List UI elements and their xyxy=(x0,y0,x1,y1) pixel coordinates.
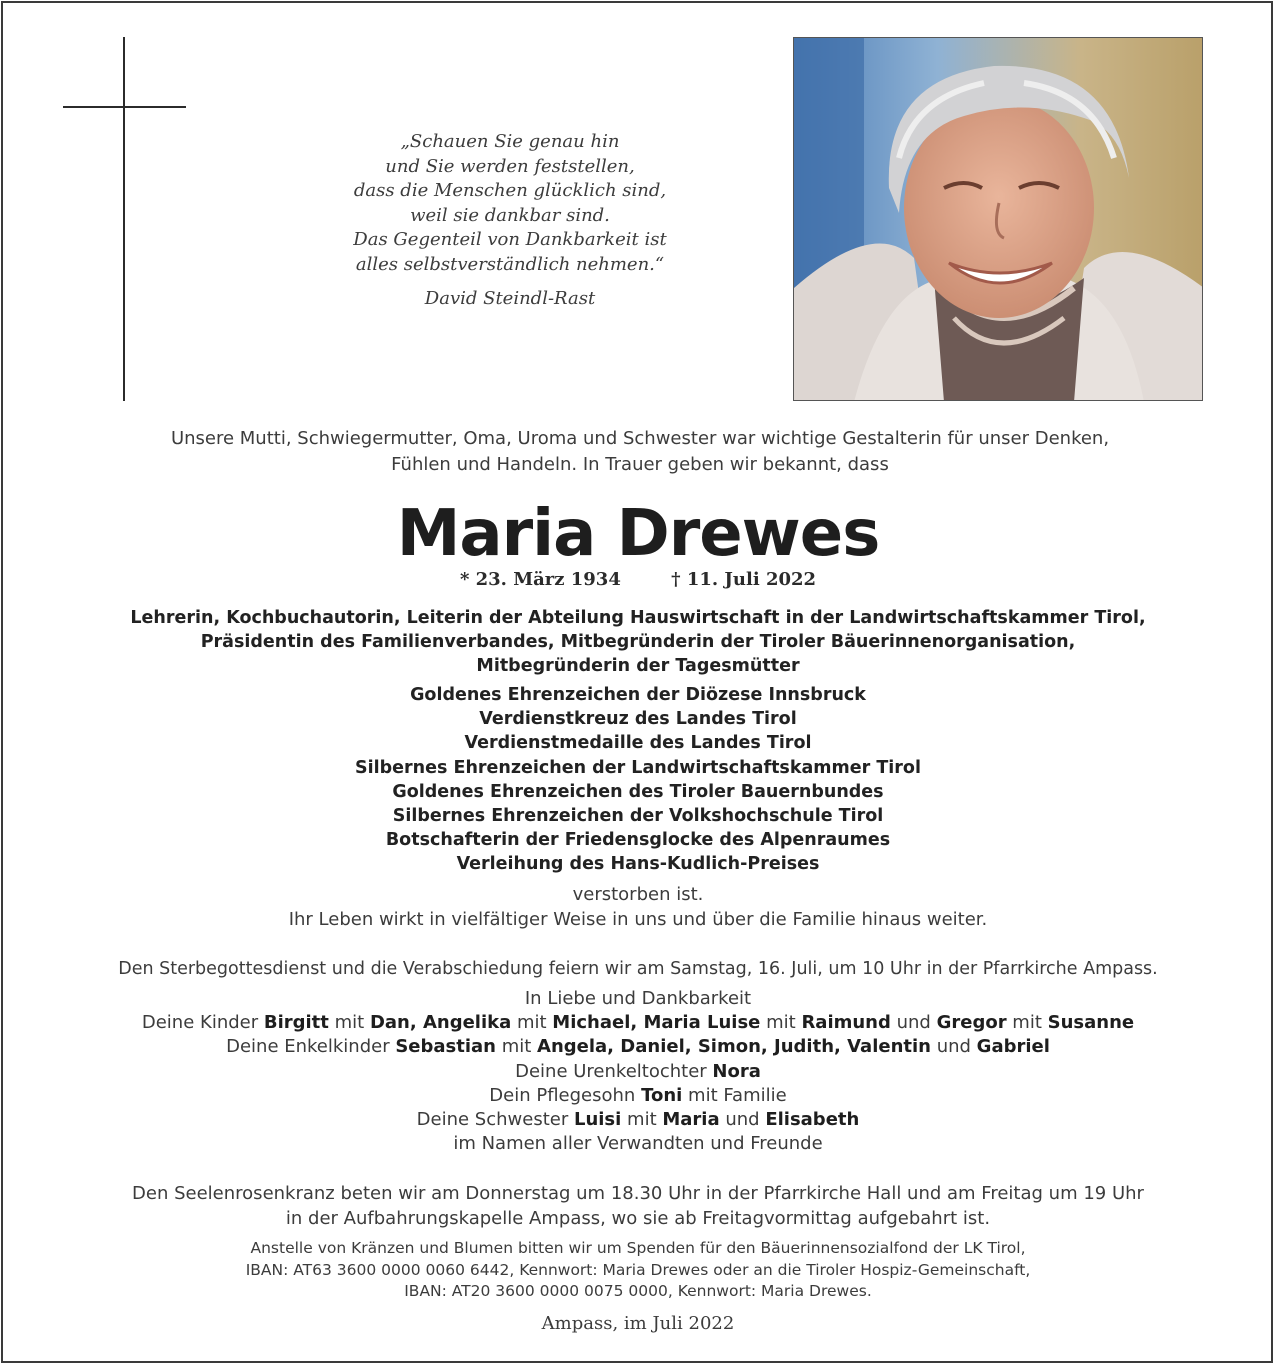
quote-author: David Steindl-Rast xyxy=(424,288,596,309)
donation-text xyxy=(40,1238,1236,1303)
family-children: Deine Kinder Birgitt mit Dan, Angelika mit Michael, Maria Luise mit Raimund und Gregor mit Susanne xyxy=(141,1012,1135,1034)
family-grandchildren: Deine Enkelkinder Sebastian mit Angela, Daniel, Simon, Judith, Valentin und Gabriel xyxy=(226,1036,1050,1058)
intro-line: Fühlen und Handeln. In Trauer geben wir bekannt, dass xyxy=(391,454,889,475)
rosary-line: in der Aufbahrungskapelle Ampass, wo sie ab Freitagvormittag aufgebahrt ist. xyxy=(285,1207,991,1229)
donation-line: IBAN: AT20 3600 0000 0075 0000, Kennwort: Maria Drewes. xyxy=(404,1282,872,1300)
award-item: Silbernes Ehrenzeichen der Volkshochschule Tirol xyxy=(392,806,884,827)
award-item: Verleihung des Hans-Kudlich-Preises xyxy=(456,854,820,875)
role-line: Präsidentin des Familienverbandes, Mitbegründerin der Tiroler Bäuerinnenorganisation, xyxy=(200,632,1076,652)
quote-line: Das Gegenteil von Dankbarkeit ist xyxy=(353,229,667,250)
quote-line: „Schauen Sie genau hin xyxy=(400,131,620,152)
role-line: Lehrerin, Kochbuchautorin, Leiterin der Abteilung Hauswirtschaft in der Landwirtschaftskammer Tirol, xyxy=(130,608,1146,628)
rosary-line: Den Seelenrosenkranz beten wir am Donnerstag um 18.30 Uhr in der Pfarrkirche Hall und am Freitag um 19 Uhr xyxy=(132,1183,1144,1204)
family-list xyxy=(40,987,1236,1156)
passed-line: Ihr Leben wirkt in vielfältiger Weise in uns und über die Familie hinaus weiter. xyxy=(288,908,988,930)
quote xyxy=(300,130,720,312)
family-sister: Deine Schwester Luisi mit Maria und Elisabeth xyxy=(416,1109,860,1131)
intro-line: Unsere Mutti, Schwiegermutter, Oma, Uroma und Schwester war wichtige Gestalterin für unser Denken, xyxy=(170,428,1110,449)
donation-line: Anstelle von Kränzen und Blumen bitten wir um Spenden für den Bäuerinnensozialfond der LK Tirol, xyxy=(250,1239,1026,1257)
quote-line: dass die Menschen glücklich sind, xyxy=(353,180,667,201)
quote-line: weil sie dankbar sind. xyxy=(410,204,610,226)
award-item: Verdienstmedaille des Landes Tirol xyxy=(464,733,812,754)
place-date: Ampass, im Juli 2022 xyxy=(541,1313,735,1334)
award-item: Goldenes Ehrenzeichen der Diözese Innsbruck xyxy=(410,685,866,705)
donation-line: IBAN: AT63 3600 0000 0060 6442, Kennwort: Maria Drewes oder an die Tiroler Hospiz-Gemeinschaft, xyxy=(245,1260,1031,1279)
portrait-photo xyxy=(793,37,1203,401)
role-line: Mitbegründerin der Tagesmütter xyxy=(476,656,800,676)
passed-text xyxy=(40,883,1236,932)
birth-date: * 23. März 1934 xyxy=(459,569,621,590)
life-dates xyxy=(0,569,1276,590)
family-great-granddaughter: Deine Urenkeltochter Nora xyxy=(515,1060,761,1082)
funeral-service-text: Den Sterbegottesdienst und die Verabschiedung feiern wir am Samstag, 16. Juli, um 10 Uhr in der Pfarrkirche Ampass. xyxy=(118,959,1158,979)
award-item: Botschafterin der Friedensglocke des Alpenraumes xyxy=(385,830,891,851)
rosary-text xyxy=(40,1182,1236,1231)
family-foster-son: Dein Pflegesohn Toni mit Familie xyxy=(489,1084,787,1106)
quote-line: und Sie werden feststellen, xyxy=(385,155,635,177)
award-item: Goldenes Ehrenzeichen des Tiroler Bauernbundes xyxy=(392,781,884,802)
quote-line: alles selbstverständlich nehmen.“ xyxy=(355,253,665,275)
award-item: Verdienstkreuz des Landes Tirol xyxy=(479,709,797,730)
death-date: † 11. Juli 2022 xyxy=(671,569,817,590)
awards-list xyxy=(40,683,1236,877)
intro-text xyxy=(60,426,1220,478)
roles-list xyxy=(40,606,1236,678)
family-closing: im Namen aller Verwandten und Freunde xyxy=(453,1133,823,1155)
deceased-name: Maria Drewes xyxy=(396,497,880,571)
family-intro: In Liebe und Dankbarkeit xyxy=(524,988,752,1009)
award-item: Silbernes Ehrenzeichen der Landwirtschaftskammer Tirol xyxy=(355,757,921,778)
passed-line: verstorben ist. xyxy=(572,884,704,905)
